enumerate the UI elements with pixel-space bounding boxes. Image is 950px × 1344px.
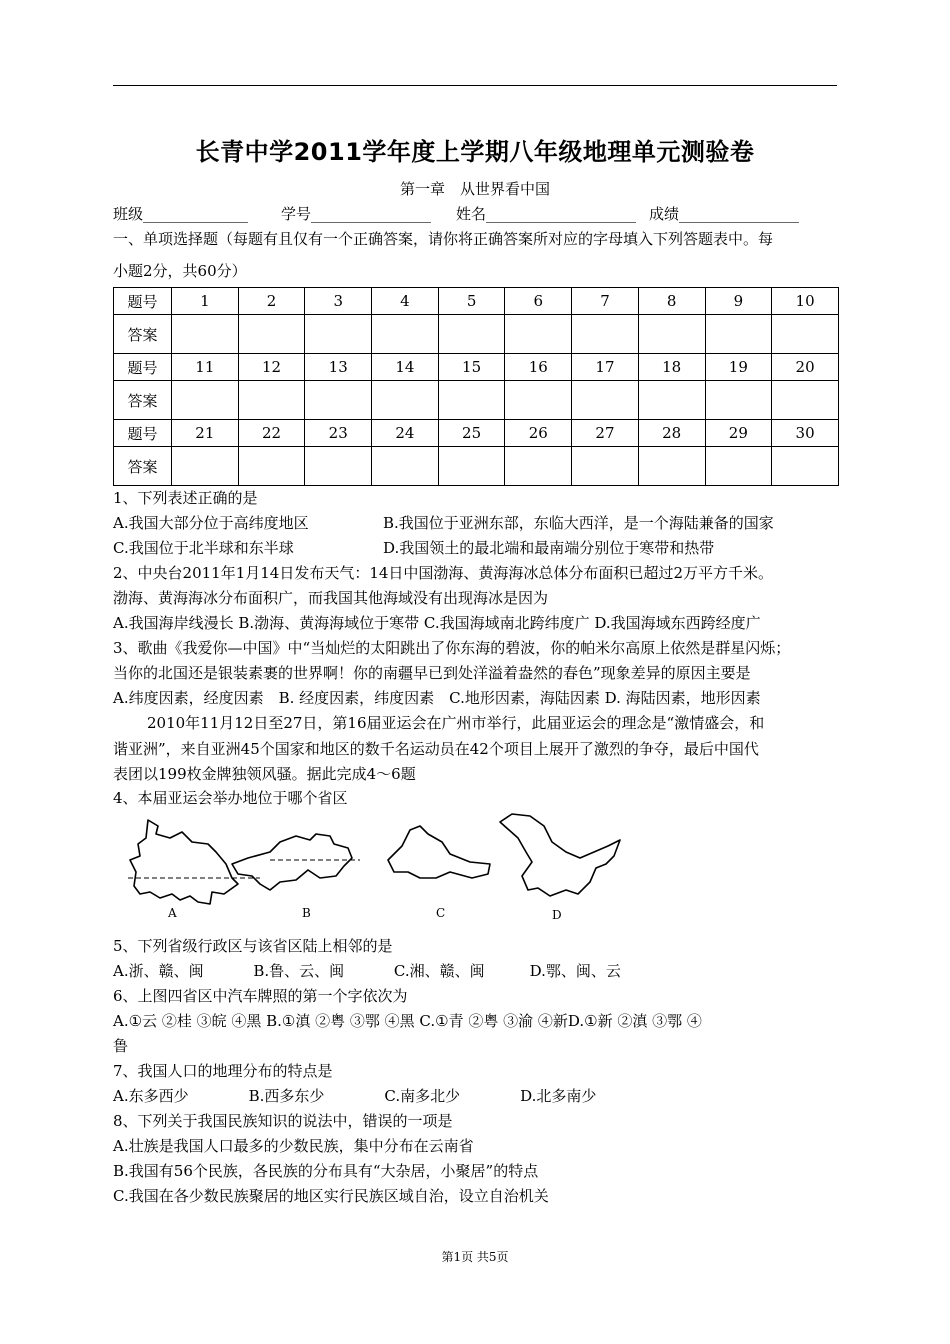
answer-cell[interactable] — [372, 315, 439, 354]
question-number: 19 — [705, 354, 772, 381]
question-number: 4 — [372, 288, 439, 315]
question-number: 12 — [238, 354, 305, 381]
answer-table — [113, 287, 839, 486]
q2-options: A.我国海岸线漫长 B.渤海、黄海海域位于寒带 C.我国海域南北跨纬度广 D.我国海域东西跨经度广 — [113, 614, 761, 632]
answer-cell[interactable] — [238, 447, 305, 486]
question-number: 22 — [238, 420, 305, 447]
page-title: 长青中学2011学年度上学期八年级地理单元测验卷 — [195, 138, 755, 166]
map-label-c: C — [436, 906, 446, 920]
answer-cell[interactable] — [572, 315, 639, 354]
table-row — [114, 447, 839, 486]
q6-stem: 6、上图四省区中汽车牌照的第一个字依次为 — [113, 987, 408, 1005]
class-field: 班级______________ — [113, 205, 249, 223]
answer-cell[interactable] — [438, 315, 505, 354]
q5-options: A.浙、赣、闽 B.鲁、云、闽 C.湘、赣、闽 D.鄂、闽、云 — [113, 962, 621, 980]
answer-cell[interactable] — [172, 447, 239, 486]
answer-cell[interactable] — [772, 447, 839, 486]
q4-stem: 4、本届亚运会举办地位于哪个省区 — [113, 789, 348, 807]
question-number: 24 — [372, 420, 439, 447]
question-number: 28 — [638, 420, 705, 447]
question-label: 题号 — [114, 420, 172, 447]
question-number: 11 — [172, 354, 239, 381]
question-number: 26 — [505, 420, 572, 447]
answer-cell[interactable] — [638, 315, 705, 354]
q1-option-d: D.我国领土的最北端和最南端分别位于寒带和热带 — [383, 539, 715, 557]
question-number: 20 — [772, 354, 839, 381]
answer-cell[interactable] — [772, 381, 839, 420]
q2-stem-line1: 2、中央台2011年1月14日发布天气：14日中国渤海、黄海海冰总体分布面积已超过2万平方千米。 — [113, 564, 773, 582]
q3-options: A.纬度因素，经度因素 B. 经度因素，纬度因素 C.地形因素，海陆因素 D. 海陆因素，地形因素 — [113, 689, 761, 707]
map-b-outline — [232, 834, 352, 890]
question-label: 题号 — [114, 354, 172, 381]
answer-cell[interactable] — [572, 447, 639, 486]
answer-label: 答案 — [114, 381, 172, 420]
question-number: 10 — [772, 288, 839, 315]
question-number: 6 — [505, 288, 572, 315]
question-number: 17 — [572, 354, 639, 381]
q6-options: A.①云 ②桂 ③皖 ④黑 B.①滇 ②粤 ③鄂 ④黑 C.①青 ②粤 ③渝 ④新D.①新 ②滇 ③鄂 ④ — [113, 1012, 702, 1030]
question-number: 25 — [438, 420, 505, 447]
question-number: 9 — [705, 288, 772, 315]
question-number: 27 — [572, 420, 639, 447]
q8-option-a: A.壮族是我国人口最多的少数民族，集中分布在云南省 — [113, 1137, 474, 1155]
q2-stem-line2: 渤海、黄海海冰分布面积广，而我国其他海域没有出现海冰是因为 — [113, 589, 549, 607]
answer-cell[interactable] — [505, 315, 572, 354]
passage-line2: 谐亚洲”，来自亚洲45个国家和地区的数千名运动员在42个项目上展开了激烈的争夺，最后中国代 — [113, 740, 759, 758]
answer-cell[interactable] — [172, 315, 239, 354]
answer-cell[interactable] — [705, 447, 772, 486]
name-field: 姓名____________________ — [456, 205, 637, 223]
question-number: 18 — [638, 354, 705, 381]
answer-label: 答案 — [114, 315, 172, 354]
map-label-d: D — [552, 908, 562, 922]
page-footer: 第1页 共5页 — [441, 1250, 509, 1264]
answer-cell[interactable] — [505, 447, 572, 486]
answer-label: 答案 — [114, 447, 172, 486]
question-number: 30 — [772, 420, 839, 447]
q7-stem: 7、我国人口的地理分布的特点是 — [113, 1062, 333, 1080]
answer-cell[interactable] — [305, 315, 372, 354]
passage-line1: 2010年11月12日至27日，第16届亚运会在广州市举行，此届亚运会的理念是“激情盛会，和 — [147, 714, 765, 732]
answer-cell[interactable] — [505, 381, 572, 420]
question-number: 29 — [705, 420, 772, 447]
q3-stem-line2: 当你的北国还是银装素裹的世界啊！你的南疆早已到处洋溢着盎然的春色”现象差异的原因主要是 — [113, 664, 751, 682]
question-number: 15 — [438, 354, 505, 381]
q1-stem: 1、下列表述正确的是 — [113, 489, 258, 507]
question-number: 13 — [305, 354, 372, 381]
question-number: 2 — [238, 288, 305, 315]
answer-cell[interactable] — [705, 315, 772, 354]
question-number: 14 — [372, 354, 439, 381]
answer-cell[interactable] — [572, 381, 639, 420]
q1-option-b: B.我国位于亚洲东部，东临大西洋，是一个海陆兼备的国家 — [383, 514, 774, 532]
passage-line3: 表团以199枚金牌独领风骚。据此完成4～6题 — [113, 765, 416, 783]
answer-cell[interactable] — [238, 315, 305, 354]
q8-option-b: B.我国有56个民族，各民族的分布具有“大杂居，小聚居”的特点 — [113, 1162, 539, 1180]
answer-cell[interactable] — [372, 447, 439, 486]
chapter-subtitle: 第一章 从世界看中国 — [399, 180, 550, 198]
map-d-outline — [500, 814, 620, 896]
section1-instruction-line1: 一、单项选择题（每题有且仅有一个正确答案，请你将正确答案所对应的字母填入下列答题表中。每 — [113, 230, 774, 248]
answer-cell[interactable] — [305, 447, 372, 486]
answer-cell[interactable] — [238, 381, 305, 420]
answer-cell[interactable] — [372, 381, 439, 420]
answer-cell[interactable] — [172, 381, 239, 420]
section1-instruction-line2: 小题2分，共60分） — [113, 262, 247, 280]
question-number: 21 — [172, 420, 239, 447]
answer-cell[interactable] — [305, 381, 372, 420]
q6-options-continued: 鲁 — [113, 1037, 129, 1055]
q3-stem-line1: 3、歌曲《我爱你—中国》中“当灿烂的太阳跳出了你东海的碧波，你的帕米尔高原上依然是群星闪烁； — [113, 639, 791, 657]
answer-cell[interactable] — [638, 447, 705, 486]
question-number: 7 — [572, 288, 639, 315]
question-number: 16 — [505, 354, 572, 381]
student-info-row — [113, 203, 799, 224]
q1-option-a: A.我国大部分位于高纬度地区 — [113, 514, 309, 532]
question-number: 23 — [305, 420, 372, 447]
province-outline-maps — [120, 812, 640, 922]
table-row — [114, 381, 839, 420]
answer-cell[interactable] — [438, 447, 505, 486]
question-number: 3 — [305, 288, 372, 315]
q1-option-c: C.我国位于北半球和东半球 — [113, 539, 294, 557]
score-field: 成绩________________ — [649, 205, 800, 223]
question-number: 1 — [172, 288, 239, 315]
number-field: 学号________________ — [281, 205, 432, 223]
table-row — [114, 288, 839, 315]
header-rule — [113, 85, 837, 86]
table-row — [114, 420, 839, 447]
map-a-outline — [130, 820, 238, 904]
map-label-b: B — [302, 906, 311, 920]
answer-cell[interactable] — [638, 381, 705, 420]
answer-cell[interactable] — [438, 381, 505, 420]
table-row — [114, 354, 839, 381]
map-c-outline — [388, 826, 490, 878]
q8-option-c: C.我国在各少数民族聚居的地区实行民族区域自治，设立自治机关 — [113, 1187, 549, 1205]
q8-stem: 8、下列关于我国民族知识的说法中，错误的一项是 — [113, 1112, 453, 1130]
table-row — [114, 315, 839, 354]
question-number: 8 — [638, 288, 705, 315]
question-number: 5 — [438, 288, 505, 315]
q5-stem: 5、下列省级行政区与该省区陆上相邻的是 — [113, 937, 393, 955]
question-label: 题号 — [114, 288, 172, 315]
q7-options: A.东多西少 B.西多东少 C.南多北少 D.北多南少 — [113, 1087, 597, 1105]
map-label-a: A — [168, 906, 177, 920]
answer-cell[interactable] — [772, 315, 839, 354]
answer-cell[interactable] — [705, 381, 772, 420]
